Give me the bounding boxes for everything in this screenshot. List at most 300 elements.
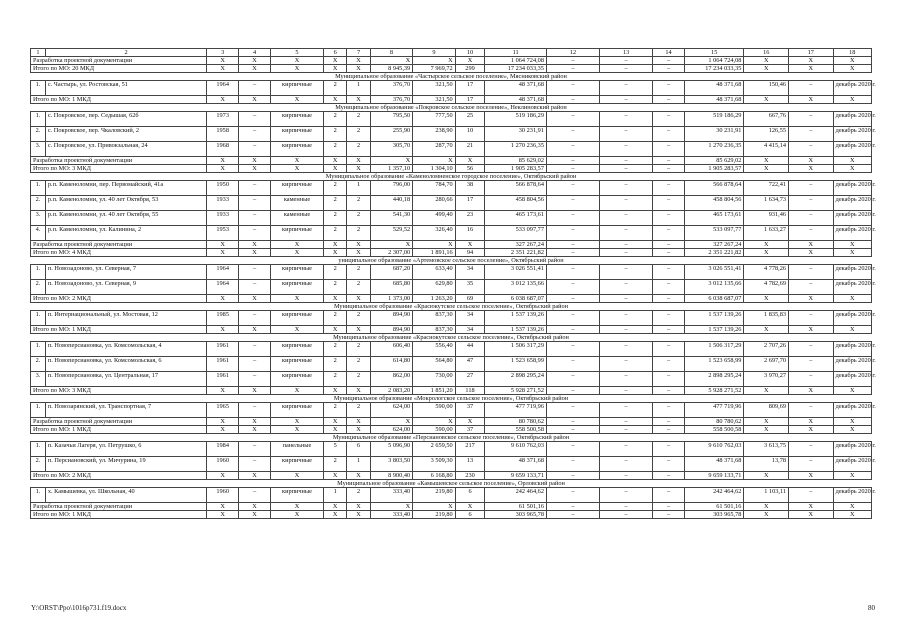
- table-cell: 1 523 658,99: [485, 357, 547, 372]
- table-cell: X: [239, 157, 271, 165]
- table-cell: –: [546, 57, 599, 65]
- total-row: [31, 241, 872, 249]
- table-cell: 280,66: [413, 196, 455, 211]
- table-cell: X: [833, 295, 871, 303]
- table-cell: 255,90: [370, 127, 412, 142]
- table-cell: X: [789, 57, 834, 65]
- table-cell: 931,46: [744, 211, 789, 226]
- table-cell: –: [600, 295, 653, 303]
- table-cell: с. Частырь, ул. Ростовская, 51: [45, 81, 206, 96]
- table-cell: 34: [455, 326, 485, 334]
- table-cell: –: [653, 372, 685, 387]
- table-cell: 17: [455, 196, 485, 211]
- table-cell: X: [239, 387, 271, 395]
- table-cell: –: [653, 426, 685, 434]
- table-cell: X: [239, 326, 271, 334]
- table-cell: 2: [347, 357, 370, 372]
- table-cell: п. Интернациональный, ул. Мостовая, 12: [45, 311, 206, 326]
- table-cell: 303 965,78: [684, 511, 743, 519]
- building-row: [31, 127, 872, 142]
- table-cell: X: [370, 503, 412, 511]
- table-cell: 837,30: [413, 311, 455, 326]
- table-cell: X: [833, 57, 871, 65]
- table-cell: X: [370, 241, 412, 249]
- table-cell: X: [455, 57, 485, 65]
- table-cell: X: [324, 295, 347, 303]
- table-cell: 1 103,11: [744, 488, 789, 503]
- building-row: [31, 112, 872, 127]
- table-cell: –: [546, 357, 599, 372]
- table-cell: X: [744, 157, 789, 165]
- table-cell: п. Новоперсиановка, ул. Комсомольская, 4: [45, 342, 206, 357]
- table-cell: 837,30: [413, 326, 455, 334]
- table-cell: –: [653, 472, 685, 480]
- table-cell: –: [239, 488, 271, 503]
- building-row: [31, 280, 872, 295]
- table-cell: 2: [324, 226, 347, 241]
- table-cell: 590,00: [413, 403, 455, 418]
- municipality-heading: Муниципальное образование «Красюкутское сельское поселение», Октябрьский район: [31, 303, 872, 311]
- table-cell: X: [270, 295, 323, 303]
- building-row: [31, 442, 872, 457]
- table-cell: –: [546, 387, 599, 395]
- table-cell: 34: [455, 265, 485, 280]
- table-cell: 3 012 135,66: [485, 280, 547, 295]
- total-row: [31, 249, 872, 257]
- table-cell: 303 965,78: [485, 511, 547, 519]
- table-cell: кирпичные: [270, 488, 323, 503]
- table-cell: декабрь 2020 г.: [833, 311, 871, 326]
- table-cell: 3 026 551,41: [485, 265, 547, 280]
- table-cell: 533 097,77: [684, 226, 743, 241]
- table-cell: 629,80: [413, 280, 455, 295]
- table-cell: 2.: [31, 457, 46, 472]
- table-cell: 2 697,70: [744, 357, 789, 372]
- table-cell: –: [653, 311, 685, 326]
- table-cell: –: [653, 357, 685, 372]
- table-cell: кирпичные: [270, 181, 323, 196]
- table-cell: 230: [455, 472, 485, 480]
- table-cell: 2: [324, 142, 347, 157]
- table-cell: 465 173,61: [485, 211, 547, 226]
- table-cell: кирпичные: [270, 127, 323, 142]
- table-cell: 333,40: [370, 488, 412, 503]
- table-cell: 809,69: [744, 403, 789, 418]
- table-cell: –: [789, 112, 834, 127]
- table-cell: 2: [324, 265, 347, 280]
- table-cell: –: [239, 280, 271, 295]
- total-row: [31, 96, 872, 104]
- table-cell: 6: [455, 511, 485, 519]
- table-cell: X: [413, 57, 455, 65]
- table-cell: X: [270, 249, 323, 257]
- table-cell: 2 898 295,24: [684, 372, 743, 387]
- table-cell: –: [239, 181, 271, 196]
- table-cell: –: [653, 295, 685, 303]
- table-cell: –: [789, 81, 834, 96]
- table-cell: 1950: [207, 181, 239, 196]
- table-cell: 1984: [207, 442, 239, 457]
- table-cell: 17 234 033,35: [485, 65, 547, 73]
- building-row: [31, 81, 872, 96]
- table-cell: 590,00: [413, 426, 455, 434]
- table-cell: 8 900,40: [370, 472, 412, 480]
- table-cell: кирпичные: [270, 457, 323, 472]
- table-cell: –: [789, 457, 834, 472]
- table-cell: X: [413, 503, 455, 511]
- column-number: 1: [31, 49, 46, 57]
- total-label: Итого по МО: 1 МКД: [31, 511, 207, 519]
- table-cell: –: [546, 511, 599, 519]
- total-row: [31, 387, 872, 395]
- table-cell: –: [653, 241, 685, 249]
- table-cell: –: [239, 265, 271, 280]
- table-cell: –: [546, 295, 599, 303]
- table-cell: 30 231,91: [684, 127, 743, 142]
- table-cell: X: [270, 426, 323, 434]
- table-cell: X: [207, 503, 239, 511]
- table-cell: 17 234 033,35: [684, 65, 743, 73]
- table-cell: –: [546, 457, 599, 472]
- table-cell: –: [546, 241, 599, 249]
- column-number: 9: [413, 49, 455, 57]
- table-cell: 2: [347, 265, 370, 280]
- table-cell: 1 064 724,08: [485, 57, 547, 65]
- table-cell: X: [324, 511, 347, 519]
- table-cell: 48 371,68: [485, 457, 547, 472]
- table-cell: 305,70: [370, 142, 412, 157]
- table-cell: X: [207, 418, 239, 426]
- table-cell: р.п. Каменоломни, ул. 40 лет Октября, 55: [45, 211, 206, 226]
- municipality-heading: Муниципальное образование «Частырское сельское поселение», Мясниковский район: [31, 73, 872, 81]
- table-cell: 614,80: [370, 357, 412, 372]
- table-cell: –: [653, 81, 685, 96]
- table-cell: –: [239, 357, 271, 372]
- table-cell: –: [653, 96, 685, 104]
- table-cell: 2: [324, 280, 347, 295]
- total-label: Разработка проектной документации: [31, 418, 207, 426]
- table-cell: 894,90: [370, 326, 412, 334]
- table-cell: X: [239, 511, 271, 519]
- table-cell: X: [744, 249, 789, 257]
- table-cell: кирпичные: [270, 142, 323, 157]
- table-cell: 3 613,75: [744, 442, 789, 457]
- table-cell: X: [324, 96, 347, 104]
- table-cell: 17: [455, 81, 485, 96]
- table-cell: X: [207, 511, 239, 519]
- table-cell: 2: [347, 112, 370, 127]
- table-cell: –: [789, 211, 834, 226]
- table-cell: X: [347, 511, 370, 519]
- table-cell: X: [347, 326, 370, 334]
- table-cell: –: [600, 165, 653, 173]
- table-cell: X: [744, 418, 789, 426]
- table-cell: 2: [324, 357, 347, 372]
- table-cell: 8 945,39: [370, 65, 412, 73]
- table-cell: X: [347, 295, 370, 303]
- table-cell: –: [600, 226, 653, 241]
- table-cell: декабрь 2020 г.: [833, 280, 871, 295]
- table-cell: 2: [324, 372, 347, 387]
- table-cell: 2 898 295,24: [485, 372, 547, 387]
- table-cell: декабрь 2020 г.: [833, 112, 871, 127]
- table-cell: –: [600, 65, 653, 73]
- table-cell: X: [370, 157, 412, 165]
- table-cell: X: [789, 157, 834, 165]
- table-cell: 56: [455, 165, 485, 173]
- table-cell: декабрь 2020 г.: [833, 403, 871, 418]
- table-cell: –: [600, 403, 653, 418]
- total-label: Итого по МО: 20 МКД: [31, 65, 207, 73]
- table-cell: X: [239, 65, 271, 73]
- table-cell: 16: [455, 226, 485, 241]
- table-cell: X: [324, 249, 347, 257]
- table-cell: 1.: [31, 112, 46, 127]
- column-number: 2: [45, 49, 206, 57]
- table-cell: 1 506 317,29: [485, 342, 547, 357]
- table-cell: X: [270, 503, 323, 511]
- table-cell: 1 270 236,35: [485, 142, 547, 157]
- table-cell: 2: [347, 226, 370, 241]
- table-cell: 2 351 221,82: [684, 249, 743, 257]
- building-row: [31, 196, 872, 211]
- table-cell: 2: [324, 196, 347, 211]
- table-cell: X: [324, 418, 347, 426]
- table-cell: –: [653, 157, 685, 165]
- table-cell: X: [789, 472, 834, 480]
- table-cell: 10: [455, 127, 485, 142]
- table-cell: 34: [455, 311, 485, 326]
- table-cell: 376,70: [370, 96, 412, 104]
- table-cell: 606,40: [370, 342, 412, 357]
- table-cell: –: [789, 488, 834, 503]
- table-cell: 795,50: [370, 112, 412, 127]
- table-cell: –: [600, 249, 653, 257]
- table-cell: 1 835,83: [744, 311, 789, 326]
- total-row: [31, 165, 872, 173]
- table-cell: 2: [347, 211, 370, 226]
- table-cell: –: [239, 311, 271, 326]
- table-cell: –: [600, 372, 653, 387]
- table-cell: –: [600, 142, 653, 157]
- table-cell: 5: [324, 442, 347, 457]
- municipality-section-row: [31, 104, 872, 112]
- table-cell: 3.: [31, 142, 46, 157]
- table-cell: –: [546, 196, 599, 211]
- table-cell: X: [239, 241, 271, 249]
- table-cell: –: [239, 457, 271, 472]
- table-cell: –: [653, 387, 685, 395]
- table-cell: –: [653, 65, 685, 73]
- table-cell: X: [789, 511, 834, 519]
- table-cell: X: [744, 426, 789, 434]
- table-cell: X: [270, 511, 323, 519]
- table-cell: кирпичные: [270, 311, 323, 326]
- table-cell: X: [347, 387, 370, 395]
- table-cell: 624,00: [370, 403, 412, 418]
- table-cell: X: [347, 472, 370, 480]
- table-cell: X: [833, 165, 871, 173]
- table-cell: 2: [347, 280, 370, 295]
- table-cell: 3.: [31, 211, 46, 226]
- table-cell: 6 038 687,07: [485, 295, 547, 303]
- table-cell: X: [207, 65, 239, 73]
- column-number: 3: [207, 49, 239, 57]
- building-row: [31, 211, 872, 226]
- table-cell: 2: [347, 196, 370, 211]
- table-cell: X: [207, 241, 239, 249]
- table-cell: 85 629,02: [485, 157, 547, 165]
- table-cell: X: [270, 326, 323, 334]
- table-cell: декабрь 2020 г.: [833, 196, 871, 211]
- table-cell: декабрь 2020 г.: [833, 142, 871, 157]
- table-cell: –: [653, 196, 685, 211]
- table-cell: –: [546, 342, 599, 357]
- table-cell: X: [833, 472, 871, 480]
- column-number: 6: [324, 49, 347, 57]
- column-number: 13: [600, 49, 653, 57]
- table-cell: 35: [455, 280, 485, 295]
- table-cell: –: [653, 127, 685, 142]
- table-cell: 2: [347, 342, 370, 357]
- table-cell: 9 659 133,71: [684, 472, 743, 480]
- table-cell: 541,30: [370, 211, 412, 226]
- total-label: Итого по МО: 2 МКД: [31, 472, 207, 480]
- table-cell: 1: [347, 457, 370, 472]
- table-cell: 1 064 724,08: [684, 57, 743, 65]
- table-cell: 2: [347, 311, 370, 326]
- table-cell: 327 267,24: [485, 241, 547, 249]
- table-cell: декабрь 2020 г.: [833, 342, 871, 357]
- table-cell: кирпичные: [270, 280, 323, 295]
- table-cell: X: [207, 326, 239, 334]
- table-cell: 1964: [207, 81, 239, 96]
- table-cell: 2: [347, 127, 370, 142]
- table-cell: X: [270, 96, 323, 104]
- table-cell: 1961: [207, 357, 239, 372]
- table-cell: –: [653, 249, 685, 257]
- table-cell: 13,78: [744, 457, 789, 472]
- table-cell: –: [600, 511, 653, 519]
- table-cell: –: [239, 372, 271, 387]
- table-cell: 1960: [207, 488, 239, 503]
- building-row: [31, 142, 872, 157]
- table-cell: –: [789, 357, 834, 372]
- table-cell: 37: [455, 426, 485, 434]
- table-cell: X: [455, 503, 485, 511]
- table-cell: –: [546, 311, 599, 326]
- table-cell: –: [789, 442, 834, 457]
- table-cell: –: [600, 357, 653, 372]
- table-cell: 126,55: [744, 127, 789, 142]
- table-cell: –: [546, 96, 599, 104]
- table-cell: –: [546, 280, 599, 295]
- building-row: [31, 311, 872, 326]
- table-cell: 1 891,16: [413, 249, 455, 257]
- total-label: Разработка проектной документации: [31, 157, 207, 165]
- table-cell: декабрь 2020 г.: [833, 357, 871, 372]
- table-cell: 1.: [31, 342, 46, 357]
- table-cell: –: [546, 426, 599, 434]
- table-cell: 1985: [207, 311, 239, 326]
- table-cell: 2: [347, 372, 370, 387]
- table-cell: 1 263,20: [413, 295, 455, 303]
- table-cell: 48 371,68: [684, 457, 743, 472]
- table-cell: X: [324, 326, 347, 334]
- table-cell: 38: [455, 181, 485, 196]
- table-cell: X: [239, 472, 271, 480]
- table-cell: 1 634,73: [744, 196, 789, 211]
- table-cell: –: [546, 181, 599, 196]
- table-cell: X: [207, 387, 239, 395]
- table-cell: 48 371,68: [485, 96, 547, 104]
- table-cell: с. Покровское, ул. Привокзальная, 24: [45, 142, 206, 157]
- table-cell: X: [270, 387, 323, 395]
- municipality-heading: Муниципальное образование «Мокрологское сельское поселение», Октябрьский район: [31, 395, 872, 403]
- table-cell: X: [744, 472, 789, 480]
- building-row: [31, 357, 872, 372]
- table-cell: X: [324, 426, 347, 434]
- table-cell: –: [789, 342, 834, 357]
- municipality-heading: Муниципальное образование «Камышевское сельское поселение», Орловский район: [31, 480, 872, 488]
- table-cell: –: [546, 472, 599, 480]
- table-cell: 1.: [31, 311, 46, 326]
- table-cell: –: [600, 57, 653, 65]
- table-cell: –: [239, 403, 271, 418]
- table-cell: –: [789, 280, 834, 295]
- table-cell: –: [653, 226, 685, 241]
- table-cell: 2: [324, 342, 347, 357]
- table-cell: 633,40: [413, 265, 455, 280]
- table-cell: 3 012 135,66: [684, 280, 743, 295]
- table-cell: –: [600, 311, 653, 326]
- table-cell: 2: [324, 403, 347, 418]
- table-cell: X: [347, 503, 370, 511]
- table-cell: 2: [324, 112, 347, 127]
- table-cell: п. Новоперсиановка, ул. Центральная, 17: [45, 372, 206, 387]
- table-cell: 1.: [31, 265, 46, 280]
- table-cell: –: [653, 265, 685, 280]
- table-cell: 1933: [207, 211, 239, 226]
- table-cell: 6: [455, 488, 485, 503]
- table-cell: 61 501,16: [485, 503, 547, 511]
- table-cell: 333,40: [370, 511, 412, 519]
- table-cell: –: [600, 112, 653, 127]
- table-cell: 9 610 762,03: [684, 442, 743, 457]
- table-cell: –: [239, 196, 271, 211]
- table-cell: 465 173,61: [684, 211, 743, 226]
- table-cell: 25: [455, 112, 485, 127]
- table-cell: 4 782,69: [744, 280, 789, 295]
- table-cell: X: [833, 249, 871, 257]
- table-cell: 1968: [207, 142, 239, 157]
- table-cell: 2.: [31, 280, 46, 295]
- table-cell: X: [789, 503, 834, 511]
- municipality-heading: униципальное образование «Артемовское сельское поселение», Октябрьский район: [31, 257, 872, 265]
- table-cell: X: [833, 511, 871, 519]
- table-cell: –: [546, 127, 599, 142]
- table-cell: X: [833, 387, 871, 395]
- table-cell: кирпичные: [270, 81, 323, 96]
- table-cell: –: [653, 418, 685, 426]
- table-cell: X: [833, 157, 871, 165]
- municipality-heading: Муниципальное образование «Краснокутское сельское поселение», Октябрьский район: [31, 334, 872, 342]
- table-cell: –: [600, 426, 653, 434]
- table-cell: –: [653, 442, 685, 457]
- total-label: Итого по МО: 1 МКД: [31, 426, 207, 434]
- table-cell: –: [653, 181, 685, 196]
- table-cell: 1 357,10: [370, 165, 412, 173]
